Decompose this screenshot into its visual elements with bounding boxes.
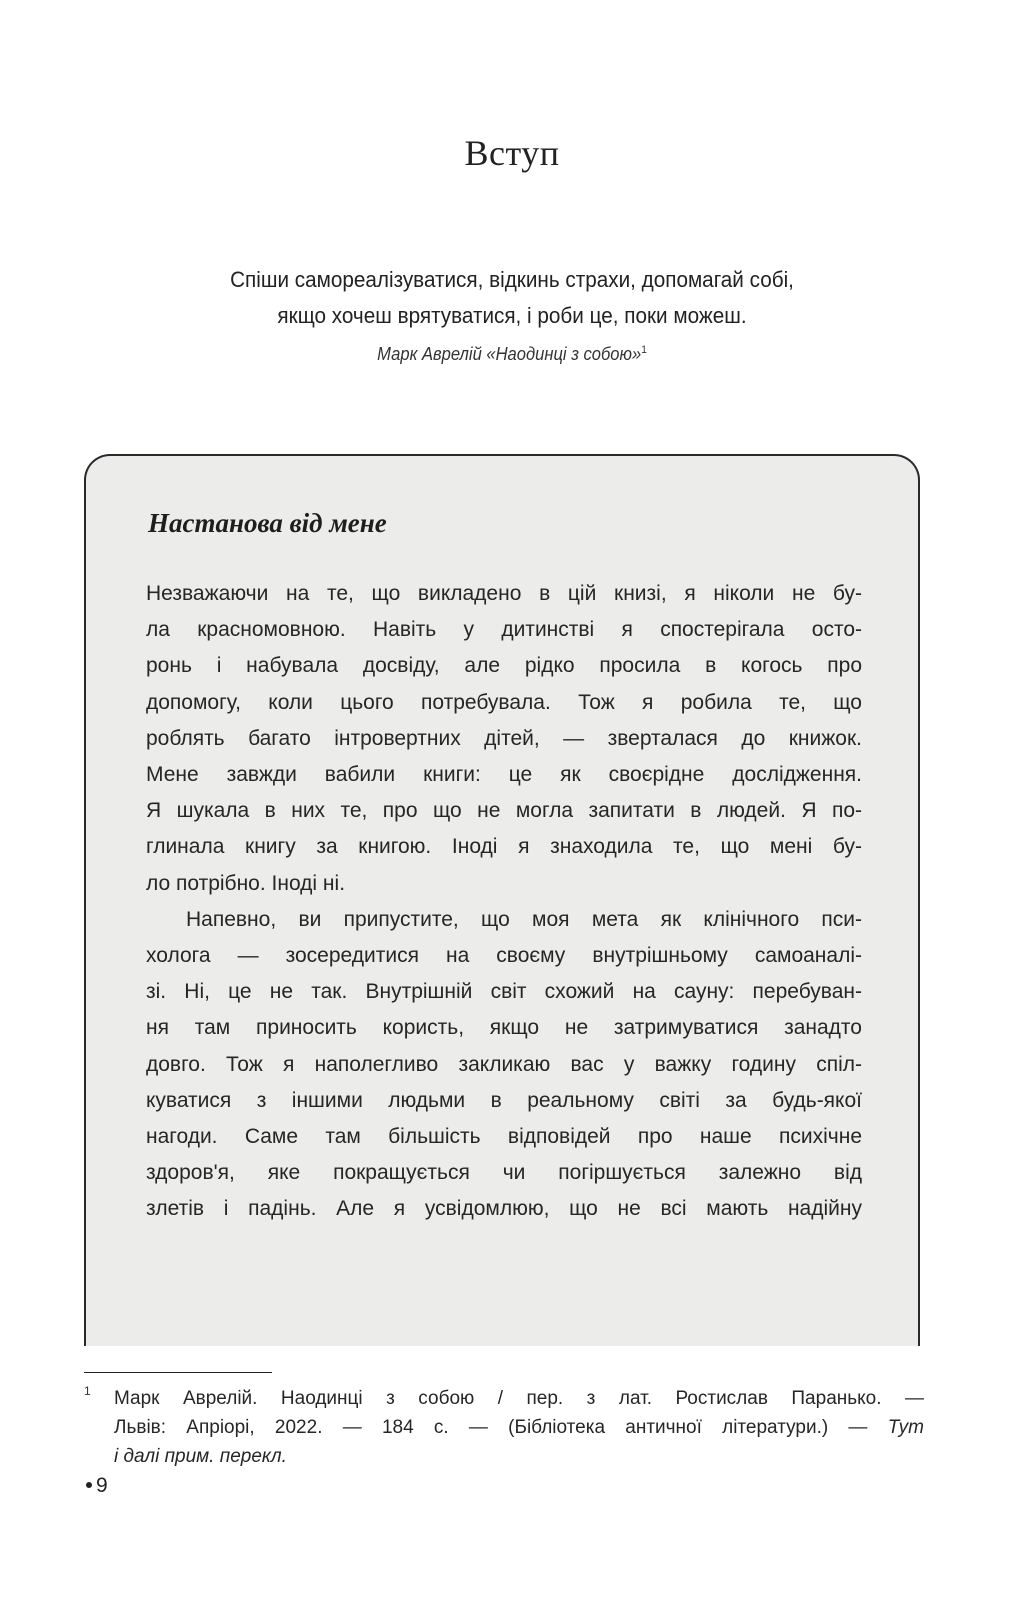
body-line: ло потрібно. Іноді ні. xyxy=(146,871,346,895)
body-line: холога — зосередитися на своєму внутрішньому самоаналі- xyxy=(146,944,862,968)
body-line: зі. Ні, це не так. Внутрішній світ схожий на сауну: перебуван- xyxy=(146,980,862,1004)
sidebar-box xyxy=(84,454,920,1346)
body-line: злетів і падінь. Але я усвідомлюю, що не всі мають надійну xyxy=(146,1197,862,1221)
footnote-line-2-main: Львів: Апріорі, 2022. — 184 с. — (Бібліотека античної літератури.) — xyxy=(114,1417,888,1438)
body-line: ня там приносить користь, якщо не затримуватися занадто xyxy=(146,1016,862,1040)
page-number-value: 9 xyxy=(96,1474,108,1497)
body-line: нагоди. Саме там більшість відповідей про наше психічне xyxy=(146,1125,862,1149)
footnote-line-3: і далі прим. перекл. xyxy=(114,1446,287,1467)
body-line: здоров'я, яке покращується чи погіршується залежно від xyxy=(146,1161,862,1185)
footnote-reference[interactable]: 1 xyxy=(641,344,647,356)
epigraph-source xyxy=(133,344,891,365)
body-line: роблять багато інтровертних дітей, — зверталася до книжок. xyxy=(146,726,862,750)
footnote-line-2-italic: Тут xyxy=(887,1417,924,1438)
body-line: глинала книгу за книгою. Іноді я знаходила те, що мені бу- xyxy=(146,835,862,859)
box-body xyxy=(146,576,862,1228)
body-line: допомогу, коли цього потребувала. Тож я робила те, що xyxy=(146,690,862,714)
footnote-line-1: Марк Аврелій. Наодинці з собою / пер. з лат. Ростислав Паранько. — xyxy=(114,1388,924,1409)
body-line: Незважаючи на те, що викладено в цій книзі, я ніколи не бу- xyxy=(146,582,862,605)
page-number xyxy=(86,1474,108,1498)
footnote-divider xyxy=(84,1372,272,1373)
box-title: Настанова від мене xyxy=(148,508,387,538)
epigraph xyxy=(100,262,924,365)
epigraph-source-text: Марк Аврелій «Наодинці з собою» xyxy=(377,344,642,364)
body-line: куватися з іншими людьми в реальному світі за будь-якої xyxy=(146,1088,862,1112)
epigraph-line-2: якщо хочеш врятуватися, і роби це, поки можеш. xyxy=(277,303,747,328)
body-line: довго. Тож я наполегливо закликаю вас у важку годину спіл- xyxy=(146,1052,862,1076)
footnote-text xyxy=(114,1384,924,1471)
page-title: Вступ xyxy=(464,133,560,173)
body-line: Напевно, ви припустите, що моя мета як клінічного пси- xyxy=(186,907,862,931)
bullet-icon xyxy=(86,1482,92,1488)
footnote-line-2 xyxy=(114,1413,924,1442)
body-line: Мене завжди вабили книги: це як своєрідне дослідження. xyxy=(146,763,862,787)
body-line: Я шукала в них те, про що не могла запитати в людей. Я по- xyxy=(146,799,862,823)
body-line: ла красномовною. Навіть у дитинстві я спостерігала осто- xyxy=(146,618,862,642)
body-line: ронь і набувала досвіду, але рідко просила в когось про xyxy=(146,654,862,678)
epigraph-line-1: Спіши самореалізуватися, відкинь страхи, допомагай собі, xyxy=(230,267,794,292)
footnote-mark: 1 xyxy=(84,1384,91,1398)
